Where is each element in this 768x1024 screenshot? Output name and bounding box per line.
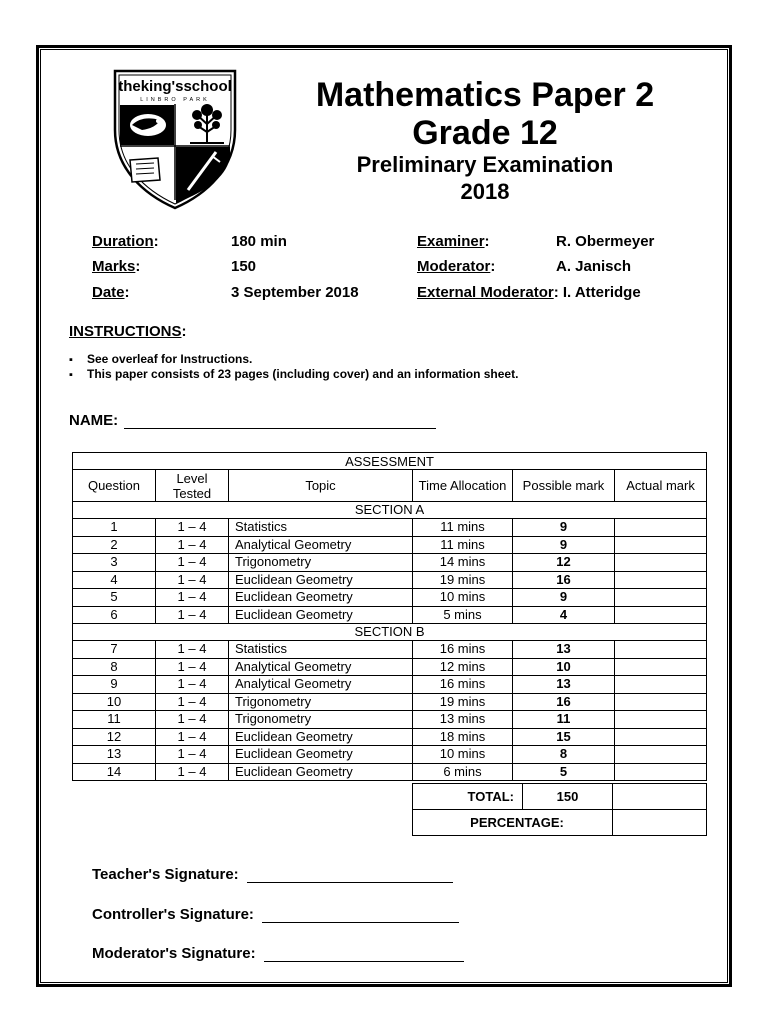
table-row bbox=[73, 728, 707, 746]
topic-cell: Trigonometry bbox=[229, 693, 413, 711]
actual-mark-cell[interactable] bbox=[615, 763, 707, 781]
col-time: Time Allocation bbox=[413, 470, 513, 502]
table-row bbox=[73, 554, 707, 572]
time-cell: 19 mins bbox=[413, 571, 513, 589]
possible-mark-cell: 8 bbox=[513, 746, 615, 764]
time-cell: 18 mins bbox=[413, 728, 513, 746]
topic-cell: Euclidean Geometry bbox=[229, 606, 413, 624]
marks-value: 150 bbox=[231, 258, 257, 275]
question-cell: 2 bbox=[73, 536, 156, 554]
topic-cell: Trigonometry bbox=[229, 711, 413, 729]
grade-title: Grade 12 bbox=[412, 114, 558, 152]
actual-mark-cell[interactable] bbox=[615, 519, 707, 537]
total-value: 150 bbox=[523, 784, 613, 810]
section-b-heading: SECTION B bbox=[73, 624, 707, 641]
date-label: Date: bbox=[92, 284, 130, 301]
instructions-list bbox=[69, 352, 518, 382]
table-row bbox=[73, 519, 707, 537]
teacher-signature[interactable]: Teacher's Signature: bbox=[92, 866, 453, 883]
topic-cell: Euclidean Geometry bbox=[229, 763, 413, 781]
question-cell: 1 bbox=[73, 519, 156, 537]
percentage-cell[interactable] bbox=[613, 810, 707, 836]
col-topic: Topic bbox=[229, 470, 413, 502]
question-cell: 5 bbox=[73, 589, 156, 607]
marks-label: Marks: bbox=[92, 258, 141, 275]
possible-mark-cell: 12 bbox=[513, 554, 615, 572]
moderator-value: A. Janisch bbox=[556, 258, 632, 275]
time-cell: 12 mins bbox=[413, 658, 513, 676]
question-cell: 7 bbox=[73, 641, 156, 659]
possible-mark-cell: 9 bbox=[513, 589, 615, 607]
actual-mark-cell[interactable] bbox=[615, 641, 707, 659]
actual-mark-cell[interactable] bbox=[615, 728, 707, 746]
table-row bbox=[73, 536, 707, 554]
moderator-label: Moderator: bbox=[417, 258, 496, 275]
actual-mark-cell[interactable] bbox=[615, 571, 707, 589]
level-cell: 1 – 4 bbox=[156, 571, 229, 589]
total-actual-cell[interactable] bbox=[613, 784, 707, 810]
name-field[interactable]: NAME: bbox=[69, 412, 436, 429]
topic-cell: Euclidean Geometry bbox=[229, 728, 413, 746]
topic-cell: Euclidean Geometry bbox=[229, 589, 413, 607]
level-cell: 1 – 4 bbox=[156, 606, 229, 624]
school-crest-logo bbox=[112, 68, 238, 210]
question-cell: 6 bbox=[73, 606, 156, 624]
possible-mark-cell: 13 bbox=[513, 676, 615, 694]
topic-cell: Analytical Geometry bbox=[229, 676, 413, 694]
possible-mark-cell: 5 bbox=[513, 763, 615, 781]
actual-mark-cell[interactable] bbox=[615, 711, 707, 729]
examiner-label: Examiner: bbox=[417, 233, 490, 250]
table-row bbox=[73, 571, 707, 589]
examiner-value: R. Obermeyer bbox=[556, 233, 655, 250]
question-cell: 3 bbox=[73, 554, 156, 572]
table-row bbox=[73, 711, 707, 729]
table-row bbox=[73, 676, 707, 694]
actual-mark-cell[interactable] bbox=[615, 746, 707, 764]
instruction-item: ▪ See overleaf for Instructions. bbox=[69, 352, 518, 367]
duration-label: Duration: bbox=[92, 233, 159, 250]
table-row bbox=[73, 589, 707, 607]
instruction-item: ▪ This paper consists of 23 pages (including cover) and an information sheet. bbox=[69, 367, 518, 382]
time-cell: 6 mins bbox=[413, 763, 513, 781]
actual-mark-cell[interactable] bbox=[615, 554, 707, 572]
time-cell: 10 mins bbox=[413, 746, 513, 764]
controller-signature[interactable]: Controller's Signature: bbox=[92, 906, 459, 923]
col-level: Level Tested bbox=[156, 470, 229, 502]
possible-mark-cell: 9 bbox=[513, 536, 615, 554]
question-cell: 11 bbox=[73, 711, 156, 729]
question-cell: 13 bbox=[73, 746, 156, 764]
moderator-signature[interactable]: Moderator's Signature: bbox=[92, 945, 464, 962]
level-cell: 1 – 4 bbox=[156, 763, 229, 781]
time-cell: 10 mins bbox=[413, 589, 513, 607]
table-row bbox=[73, 693, 707, 711]
time-cell: 13 mins bbox=[413, 711, 513, 729]
table-row bbox=[73, 641, 707, 659]
level-cell: 1 – 4 bbox=[156, 658, 229, 676]
possible-mark-cell: 11 bbox=[513, 711, 615, 729]
time-cell: 5 mins bbox=[413, 606, 513, 624]
level-cell: 1 – 4 bbox=[156, 589, 229, 607]
question-cell: 10 bbox=[73, 693, 156, 711]
level-cell: 1 – 4 bbox=[156, 641, 229, 659]
date-value: 3 September 2018 bbox=[231, 284, 359, 301]
time-cell: 11 mins bbox=[413, 536, 513, 554]
question-cell: 4 bbox=[73, 571, 156, 589]
possible-mark-cell: 16 bbox=[513, 693, 615, 711]
possible-mark-cell: 9 bbox=[513, 519, 615, 537]
level-cell: 1 – 4 bbox=[156, 554, 229, 572]
page-title: Mathematics Paper 2 bbox=[315, 76, 655, 114]
time-cell: 16 mins bbox=[413, 641, 513, 659]
time-cell: 19 mins bbox=[413, 693, 513, 711]
time-cell: 11 mins bbox=[413, 519, 513, 537]
level-cell: 1 – 4 bbox=[156, 711, 229, 729]
duration-value: 180 min bbox=[231, 233, 287, 250]
question-cell: 9 bbox=[73, 676, 156, 694]
percentage-label: PERCENTAGE: bbox=[413, 810, 613, 836]
exam-year: 2018 bbox=[460, 179, 510, 204]
totals-table bbox=[412, 783, 707, 836]
question-cell: 12 bbox=[73, 728, 156, 746]
level-cell: 1 – 4 bbox=[156, 536, 229, 554]
assessment-title: ASSESSMENT bbox=[73, 453, 707, 470]
col-question: Question bbox=[73, 470, 156, 502]
question-cell: 8 bbox=[73, 658, 156, 676]
topic-cell: Statistics bbox=[229, 519, 413, 537]
possible-mark-cell: 4 bbox=[513, 606, 615, 624]
actual-mark-cell[interactable] bbox=[615, 676, 707, 694]
table-row bbox=[73, 763, 707, 781]
table-row bbox=[73, 606, 707, 624]
time-cell: 16 mins bbox=[413, 676, 513, 694]
exam-subtitle: Preliminary Examination bbox=[356, 152, 614, 177]
svg-text:LINBRO PARK: LINBRO PARK bbox=[140, 97, 210, 103]
external-moderator: External Moderator: I. Atteridge bbox=[417, 284, 641, 301]
topic-cell: Analytical Geometry bbox=[229, 658, 413, 676]
actual-mark-cell[interactable] bbox=[615, 589, 707, 607]
total-label: TOTAL: bbox=[413, 784, 523, 810]
section-a-heading: SECTION A bbox=[73, 502, 707, 519]
possible-mark-cell: 15 bbox=[513, 728, 615, 746]
level-cell: 1 – 4 bbox=[156, 519, 229, 537]
possible-mark-cell: 16 bbox=[513, 571, 615, 589]
col-possible-mark: Possible mark bbox=[513, 470, 615, 502]
time-cell: 14 mins bbox=[413, 554, 513, 572]
possible-mark-cell: 13 bbox=[513, 641, 615, 659]
actual-mark-cell[interactable] bbox=[615, 693, 707, 711]
topic-cell: Trigonometry bbox=[229, 554, 413, 572]
topic-cell: Statistics bbox=[229, 641, 413, 659]
actual-mark-cell[interactable] bbox=[615, 606, 707, 624]
level-cell: 1 – 4 bbox=[156, 676, 229, 694]
question-cell: 14 bbox=[73, 763, 156, 781]
topic-cell: Analytical Geometry bbox=[229, 536, 413, 554]
level-cell: 1 – 4 bbox=[156, 746, 229, 764]
table-row bbox=[73, 746, 707, 764]
possible-mark-cell: 10 bbox=[513, 658, 615, 676]
level-cell: 1 – 4 bbox=[156, 728, 229, 746]
topic-cell: Euclidean Geometry bbox=[229, 746, 413, 764]
actual-mark-cell[interactable] bbox=[615, 658, 707, 676]
instructions-heading: INSTRUCTIONS: bbox=[69, 323, 187, 340]
assessment-table bbox=[72, 452, 707, 781]
actual-mark-cell[interactable] bbox=[615, 536, 707, 554]
table-row bbox=[73, 658, 707, 676]
topic-cell: Euclidean Geometry bbox=[229, 571, 413, 589]
level-cell: 1 – 4 bbox=[156, 693, 229, 711]
col-actual-mark: Actual mark bbox=[615, 470, 707, 502]
svg-text:theking'sschool: theking'sschool bbox=[118, 78, 232, 95]
